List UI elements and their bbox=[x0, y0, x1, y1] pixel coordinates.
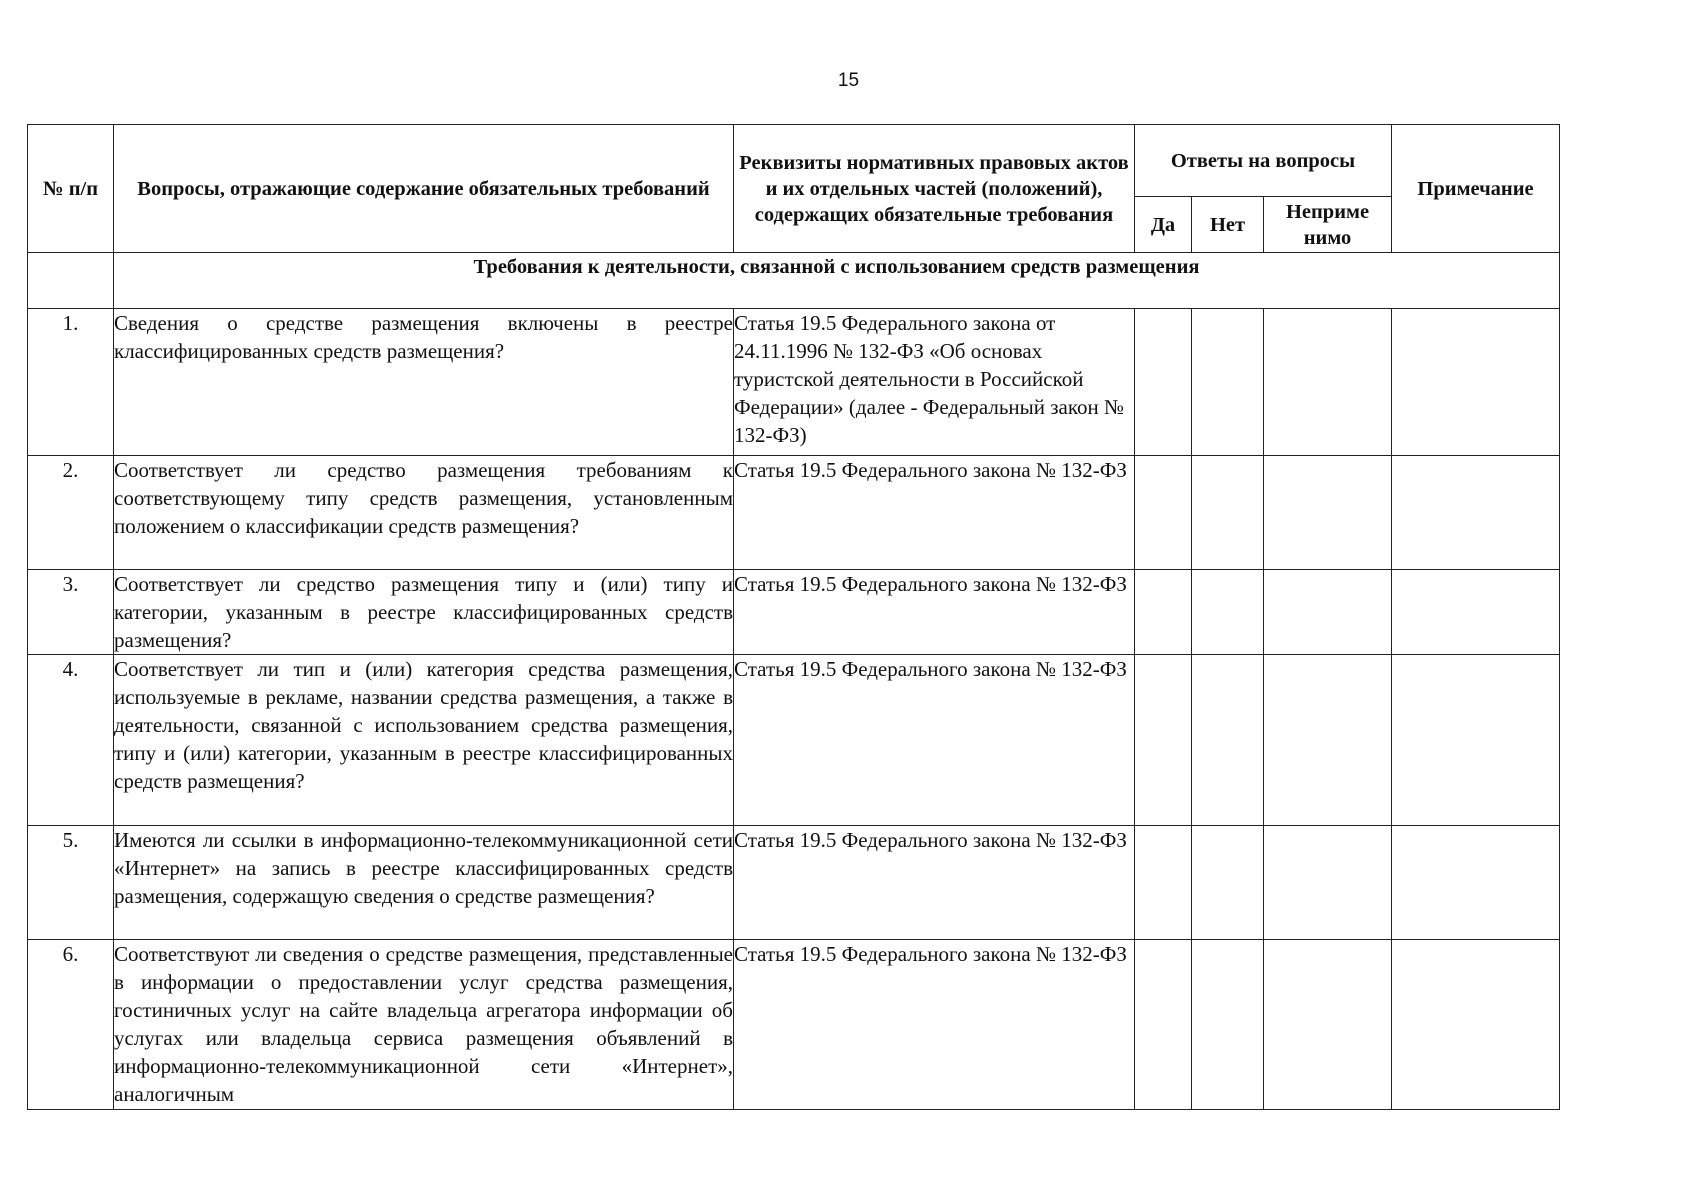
table-row bbox=[28, 456, 1560, 570]
row-basis: Статья 19.5 Федерального закона № 132-ФЗ bbox=[734, 655, 1135, 826]
row-question: Соответствует ли средство размещения требованиям к соответствующему типу средств размещения, установленным положением о классификации средств размещения? bbox=[114, 456, 734, 570]
answer-na-cell bbox=[1264, 309, 1392, 456]
answer-no-cell bbox=[1192, 655, 1264, 826]
header-note: Примечание bbox=[1392, 125, 1560, 253]
answer-na-cell bbox=[1264, 826, 1392, 940]
answer-yes-cell bbox=[1135, 940, 1192, 1110]
table-row bbox=[28, 826, 1560, 940]
row-basis: Статья 19.5 Федерального закона от 24.11.1996 № 132-ФЗ «Об основах туристской деятельности в Российской Федерации» (далее - Федеральный закон № 132-ФЗ) bbox=[734, 309, 1135, 456]
answer-yes-cell bbox=[1135, 309, 1192, 456]
row-question: Соответствуют ли сведения о средстве размещения, представленные в информации о предоставлении услуг средства размещения, гостиничных услуг на сайте владельца агрегатора информации об услугах или владельца сервиса размещения объявлений в информационно-телекоммуникационной сети «Интернет», аналогичным bbox=[114, 940, 734, 1110]
table-row bbox=[28, 309, 1560, 456]
checklist-table bbox=[27, 124, 1560, 1110]
row-num: 4. bbox=[28, 655, 114, 826]
answer-na-cell bbox=[1264, 570, 1392, 655]
answer-no-cell bbox=[1192, 309, 1264, 456]
section-num-cell bbox=[28, 253, 114, 309]
row-num: 3. bbox=[28, 570, 114, 655]
note-cell bbox=[1392, 570, 1560, 655]
note-cell bbox=[1392, 940, 1560, 1110]
row-basis: Статья 19.5 Федерального закона № 132-ФЗ bbox=[734, 570, 1135, 655]
note-cell bbox=[1392, 655, 1560, 826]
answer-yes-cell bbox=[1135, 826, 1192, 940]
row-basis: Статья 19.5 Федерального закона № 132-ФЗ bbox=[734, 940, 1135, 1110]
note-cell bbox=[1392, 826, 1560, 940]
answer-na-cell bbox=[1264, 655, 1392, 826]
table-row bbox=[28, 940, 1560, 1110]
header-no: Нет bbox=[1192, 197, 1264, 253]
header-not-applicable: Неприме нимо bbox=[1264, 197, 1392, 253]
row-question: Имеются ли ссылки в информационно-телекоммуникационной сети «Интернет» на запись в реестре классифицированных средств размещения, содержащую сведения о средстве размещения? bbox=[114, 826, 734, 940]
row-question: Сведения о средстве размещения включены в реестре классифицированных средств размещения? bbox=[114, 309, 734, 456]
header-answers: Ответы на вопросы bbox=[1135, 125, 1392, 197]
row-question: Соответствует ли тип и (или) категория средства размещения, используемые в рекламе, названии средства размещения, а также в деятельности, связанной с использованием средства размещения, типу и (или) категории, указанным в реестре классифицированных средств размещения? bbox=[114, 655, 734, 826]
answer-yes-cell bbox=[1135, 655, 1192, 826]
answer-na-cell bbox=[1264, 456, 1392, 570]
header-basis: Реквизиты нормативных правовых актов и их отдельных частей (положений), содержащих обязательные требования bbox=[734, 125, 1135, 253]
page-number: 15 bbox=[837, 70, 860, 91]
row-num: 5. bbox=[28, 826, 114, 940]
row-num: 6. bbox=[28, 940, 114, 1110]
answer-na-cell bbox=[1264, 940, 1392, 1110]
header-question: Вопросы, отражающие содержание обязательных требований bbox=[114, 125, 734, 253]
answer-no-cell bbox=[1192, 570, 1264, 655]
section-title: Требования к деятельности, связанной с использованием средств размещения bbox=[114, 253, 1560, 309]
answer-no-cell bbox=[1192, 826, 1264, 940]
note-cell bbox=[1392, 309, 1560, 456]
answer-no-cell bbox=[1192, 940, 1264, 1110]
table-row bbox=[28, 655, 1560, 826]
row-question: Соответствует ли средство размещения типу и (или) типу и категории, указанным в реестре классифицированных средств размещения? bbox=[114, 570, 734, 655]
row-basis: Статья 19.5 Федерального закона № 132-ФЗ bbox=[734, 826, 1135, 940]
row-num: 2. bbox=[28, 456, 114, 570]
answer-yes-cell bbox=[1135, 456, 1192, 570]
answer-no-cell bbox=[1192, 456, 1264, 570]
row-num: 1. bbox=[28, 309, 114, 456]
row-basis: Статья 19.5 Федерального закона № 132-ФЗ bbox=[734, 456, 1135, 570]
answer-yes-cell bbox=[1135, 570, 1192, 655]
header-num: № п/п bbox=[28, 125, 114, 253]
table-row bbox=[28, 570, 1560, 655]
note-cell bbox=[1392, 456, 1560, 570]
header-yes: Да bbox=[1135, 197, 1192, 253]
